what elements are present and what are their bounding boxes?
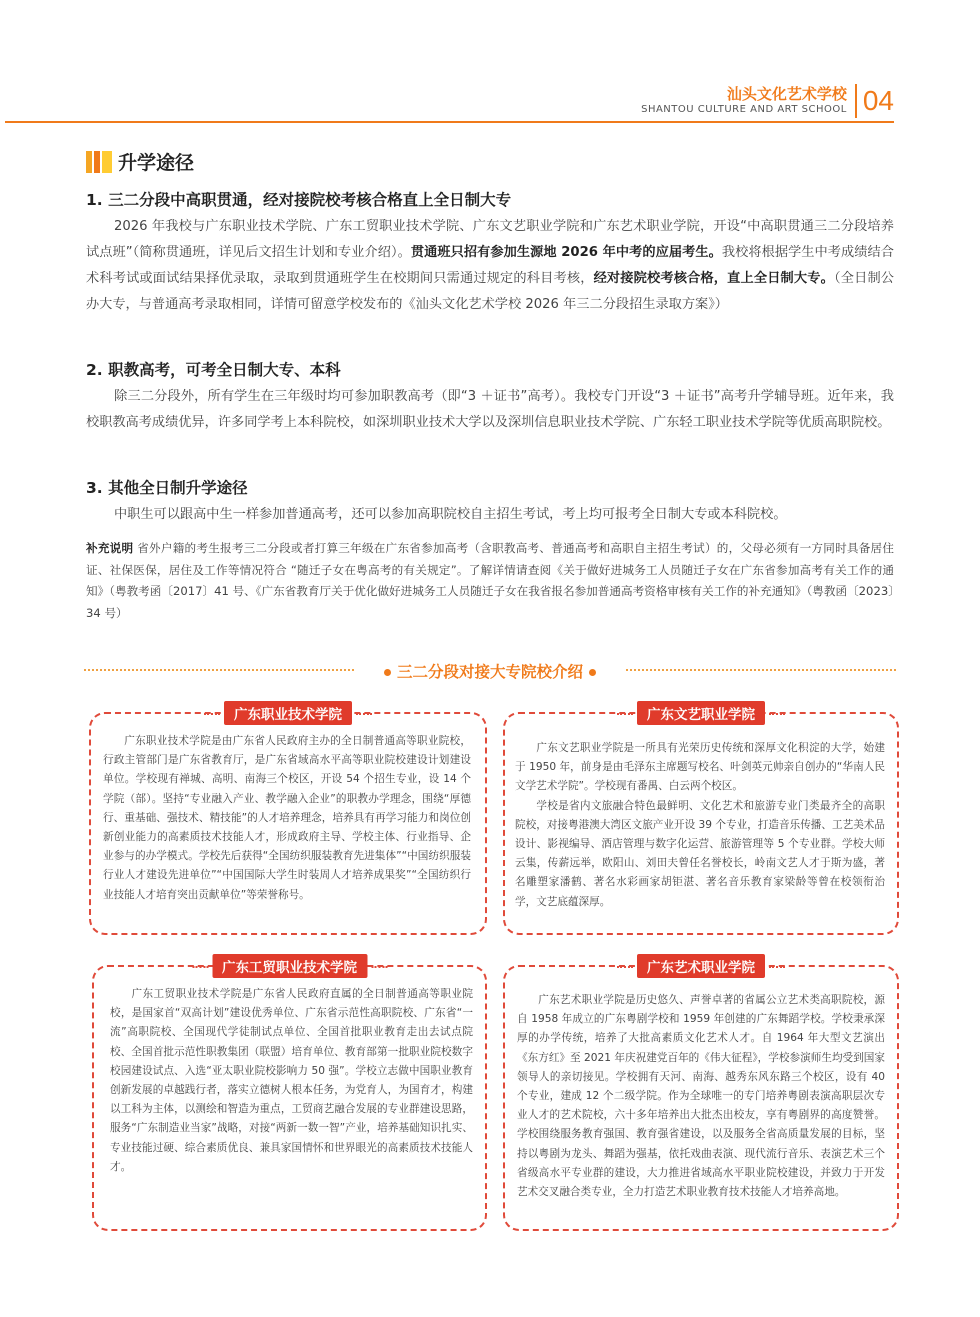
college-desc-3 [110,985,473,1177]
college-card-3 [92,960,487,1231]
supplement-label: 补充说明 [86,541,134,555]
colleges-divider [84,660,896,680]
path1-text-b: 我校将根据学生中考成绩结合术科考试或面试结果择优录取，录取到贯通班学生在校期间只需通过规定的科目考核， [86,245,894,286]
bullet-icon [384,669,391,676]
college-name-4: 广东艺术职业学院 [637,954,765,978]
college-card-4 [503,960,899,1231]
path1-bold-b: 经对接院校考核合格，直上全日制大专。 [593,271,834,286]
header-separator [855,84,857,118]
path1-paragraph [86,214,894,318]
supplement-text: 省外户籍的考生报考三二分段或者打算三年级在广东省参加高考（含职教高考、普通高考和高职自主招生考试）的，父母必须有一方同时具备居住证、社保医保，居住及工作等情况符合 “随迁子女在粤高考的有关规定”。了解详情请查阅《关于做好进城务工人员随迁子女在广东省参加高考有关工作的通知》（粤教考函〔2017〕41 号、《广东省教育厅关于优化做好进城务工人员随迁子女在我省报名参加普通高考资格审核有关工作的补充通知》（粤教函〔2023〕34 号） [86,541,894,620]
college-4-para-1: 广东艺术职业学院是历史悠久、声誉卓著的省属公立艺术类高职院校，源自 1958 年成立的广东粤剧学校和 1959 年创建的广东舞蹈学校。学校秉承深厚的办学传统，培养了大批高素质文化艺术人才。自 1964 年大型文艺演出《东方红》至 2021 年庆祝建党百年的《伟大征程》，学校参演师生均受到国家领导人的亲切接见。学校拥有天河、南海、越秀东风东路三个校区，设有 40 个专业，建成 12 个二级学院。作为全球唯一的专门培养粤剧表演高职层次专业人才的艺术院校，六十多年培养出大批杰出校友，享有粤剧界的高度赞誉。学校围绕服务教育强国、教育强省建设，以及服务全省高质量发展的目标，坚持以粤剧为龙头、舞蹈为强基，依托戏曲表演、现代流行音乐、表演艺术三个省级高水平专业群的建设，大力推进省域高水平职业院校建设，并致力于开发艺术交叉融合类专业，全力打造艺术职业教育技术技能人才培养高地。 [517,994,885,1199]
college-desc-4 [517,991,885,1202]
path1-text-a: 2026 年我校与广东职业技术学院、广东工贸职业技术学院、广东文艺职业学院和广东艺术职业学院，开设“中高职贯通三二分段培养试点班”（简称贯通班，详见后文招生计划和专业介绍）。 [86,219,894,260]
page-header [641,82,894,120]
page-number: 04 [862,85,894,116]
supplement-note [86,538,894,624]
header-rule [5,121,894,123]
path3-text: 中职生可以跟高中生一样参加普通高考，还可以参加高职院校自主招生考试，考上均可报考全日制大专或本科院校。 [114,507,787,522]
college-desc-1 [103,732,471,905]
college-card-1 [89,707,487,935]
path1-heading: 1. 三二分段中高职贯通，经对接院校考核合格直上全日制大专 [86,191,512,209]
college-2-para-1: 广东文艺职业学院是一所具有光荣历史传统和深厚文化积淀的大学，始建于 1950 年，前身是由毛泽东主席题写校名、叶剑英元帅亲自创办的“华南人民文学艺术学院”。学校现有番禺、白云两个校区。 [515,742,885,793]
path2-paragraph [86,384,894,436]
school-name-cn: 汕头文化艺术学校 [726,85,847,103]
divider-title: 三二分段对接大专院校介绍 [396,663,583,681]
college-3-para-1: 广东工贸职业技术学院是广东省人民政府直属的全日制普通高等职业院校，是国家首“双高计划”建设优秀单位、广东省示范性高职院校、广东省“一流”高职院校、全国现代学徒制试点单位、全国首批职业教育走出去试点院校、全国首批示范性职教集团（联盟）培育单位、教育部第一批职业院校数字校园建设试点、入选“亚太职业院校影响力 50 强”。学校立志做中国职业教育创新发展的卓越践行者，落实立德树人根本任务，为党育人，为国育才，构建以工科为主体，以测绘和智造为重点，工贸商艺融合发展的专业群建设思路，服务“广东制造业当家”战略，对接“两新一数一智”产业，培养基础知识扎实、专业技能过硬、综合素质优良、兼具家国情怀和世界眼光的高素质技术技能人才。 [110,988,473,1173]
path2-heading: 2. 职教高考，可考全日制大专、本科 [86,361,341,379]
section-title [86,148,194,175]
college-name-2: 广东文艺职业学院 [637,701,765,725]
college-card-2 [503,707,899,935]
school-name-en: SHANTOU CULTURE AND ART SCHOOL [641,104,847,115]
college-name-1: 广东职业技术学院 [224,701,352,725]
path2-text: 除三二分段外，所有学生在三年级时均可参加职教高考（即“3 ＋证书”高考）。我校专门开设“3 ＋证书”高考升学辅导班。近年来，我校职教高考成绩优异，许多同学考上本科院校，如深圳职业技术大学以及深圳信息职业技术学院、广东轻工职业技术学院等优质高职院校。 [86,389,894,430]
path3-paragraph [86,502,894,528]
section-title-text: 升学途径 [118,152,195,174]
bullet-icon [589,669,596,676]
path1-text-c: （全日制公办大专，与普通高考录取相同，详情可留意学校发布的《汕头文化艺术学校 2026 年三二分段招生录取方案》） [86,271,894,312]
college-name-3: 广东工贸职业技术学院 [212,954,367,978]
college-1-para-1: 广东职业技术学院是由广东省人民政府主办的全日制普通高等职业院校，行政主管部门是广东省教育厅，是广东省域高水平高等职业院校建设计划建设单位。学校现有禅城、高明、南海三个校区，开设 54 个招生专业，设 14 个学院（部）。坚持“专业融入产业、教学融入企业”的职教办学理念，围绕“厚德行、重基础、强技术、精技能”的人才培养理念，培养具有再学习能力和岗位创新创业能力的高素质技术技能人才，形成政府主导、学校主体、行业指导、企业参与的办学模式。学校先后获得“全国纺织服装教育先进集体”“中国纺织服装行业人才建设先进单位”“中国国际大学生时装周人才培养成果奖”“全国纺织行业技能人才培育突出贡献单位”等荣誉称号。 [103,735,471,901]
path1-bold-a: 贯通班只招有参加生源地 2026 年中考的应届考生。 [410,245,722,260]
college-2-para-2: 学校是省内文旅融合特色最鲜明、文化艺术和旅游专业门类最齐全的高职院校，对接粤港澳大湾区文旅产业开设 39 个专业，打造音乐传播、工艺美术品设计、影视编导、酒店管理与数字化运营、旅游管理等 5 个专业群。学校大师云集，传薪远举，欧阳山、刘田夫曾任名誉校长，岭南文艺人才于斯为盛，著名雕塑家潘鹤、著名水彩画家胡钜湛、著名音乐教育家梁龄等曾在校领衔治学，文艺底蕴深厚。 [515,799,885,908]
title-bars-icon [86,151,112,173]
college-desc-2 [515,739,885,912]
path3-heading: 3. 其他全日制升学途径 [86,479,248,497]
